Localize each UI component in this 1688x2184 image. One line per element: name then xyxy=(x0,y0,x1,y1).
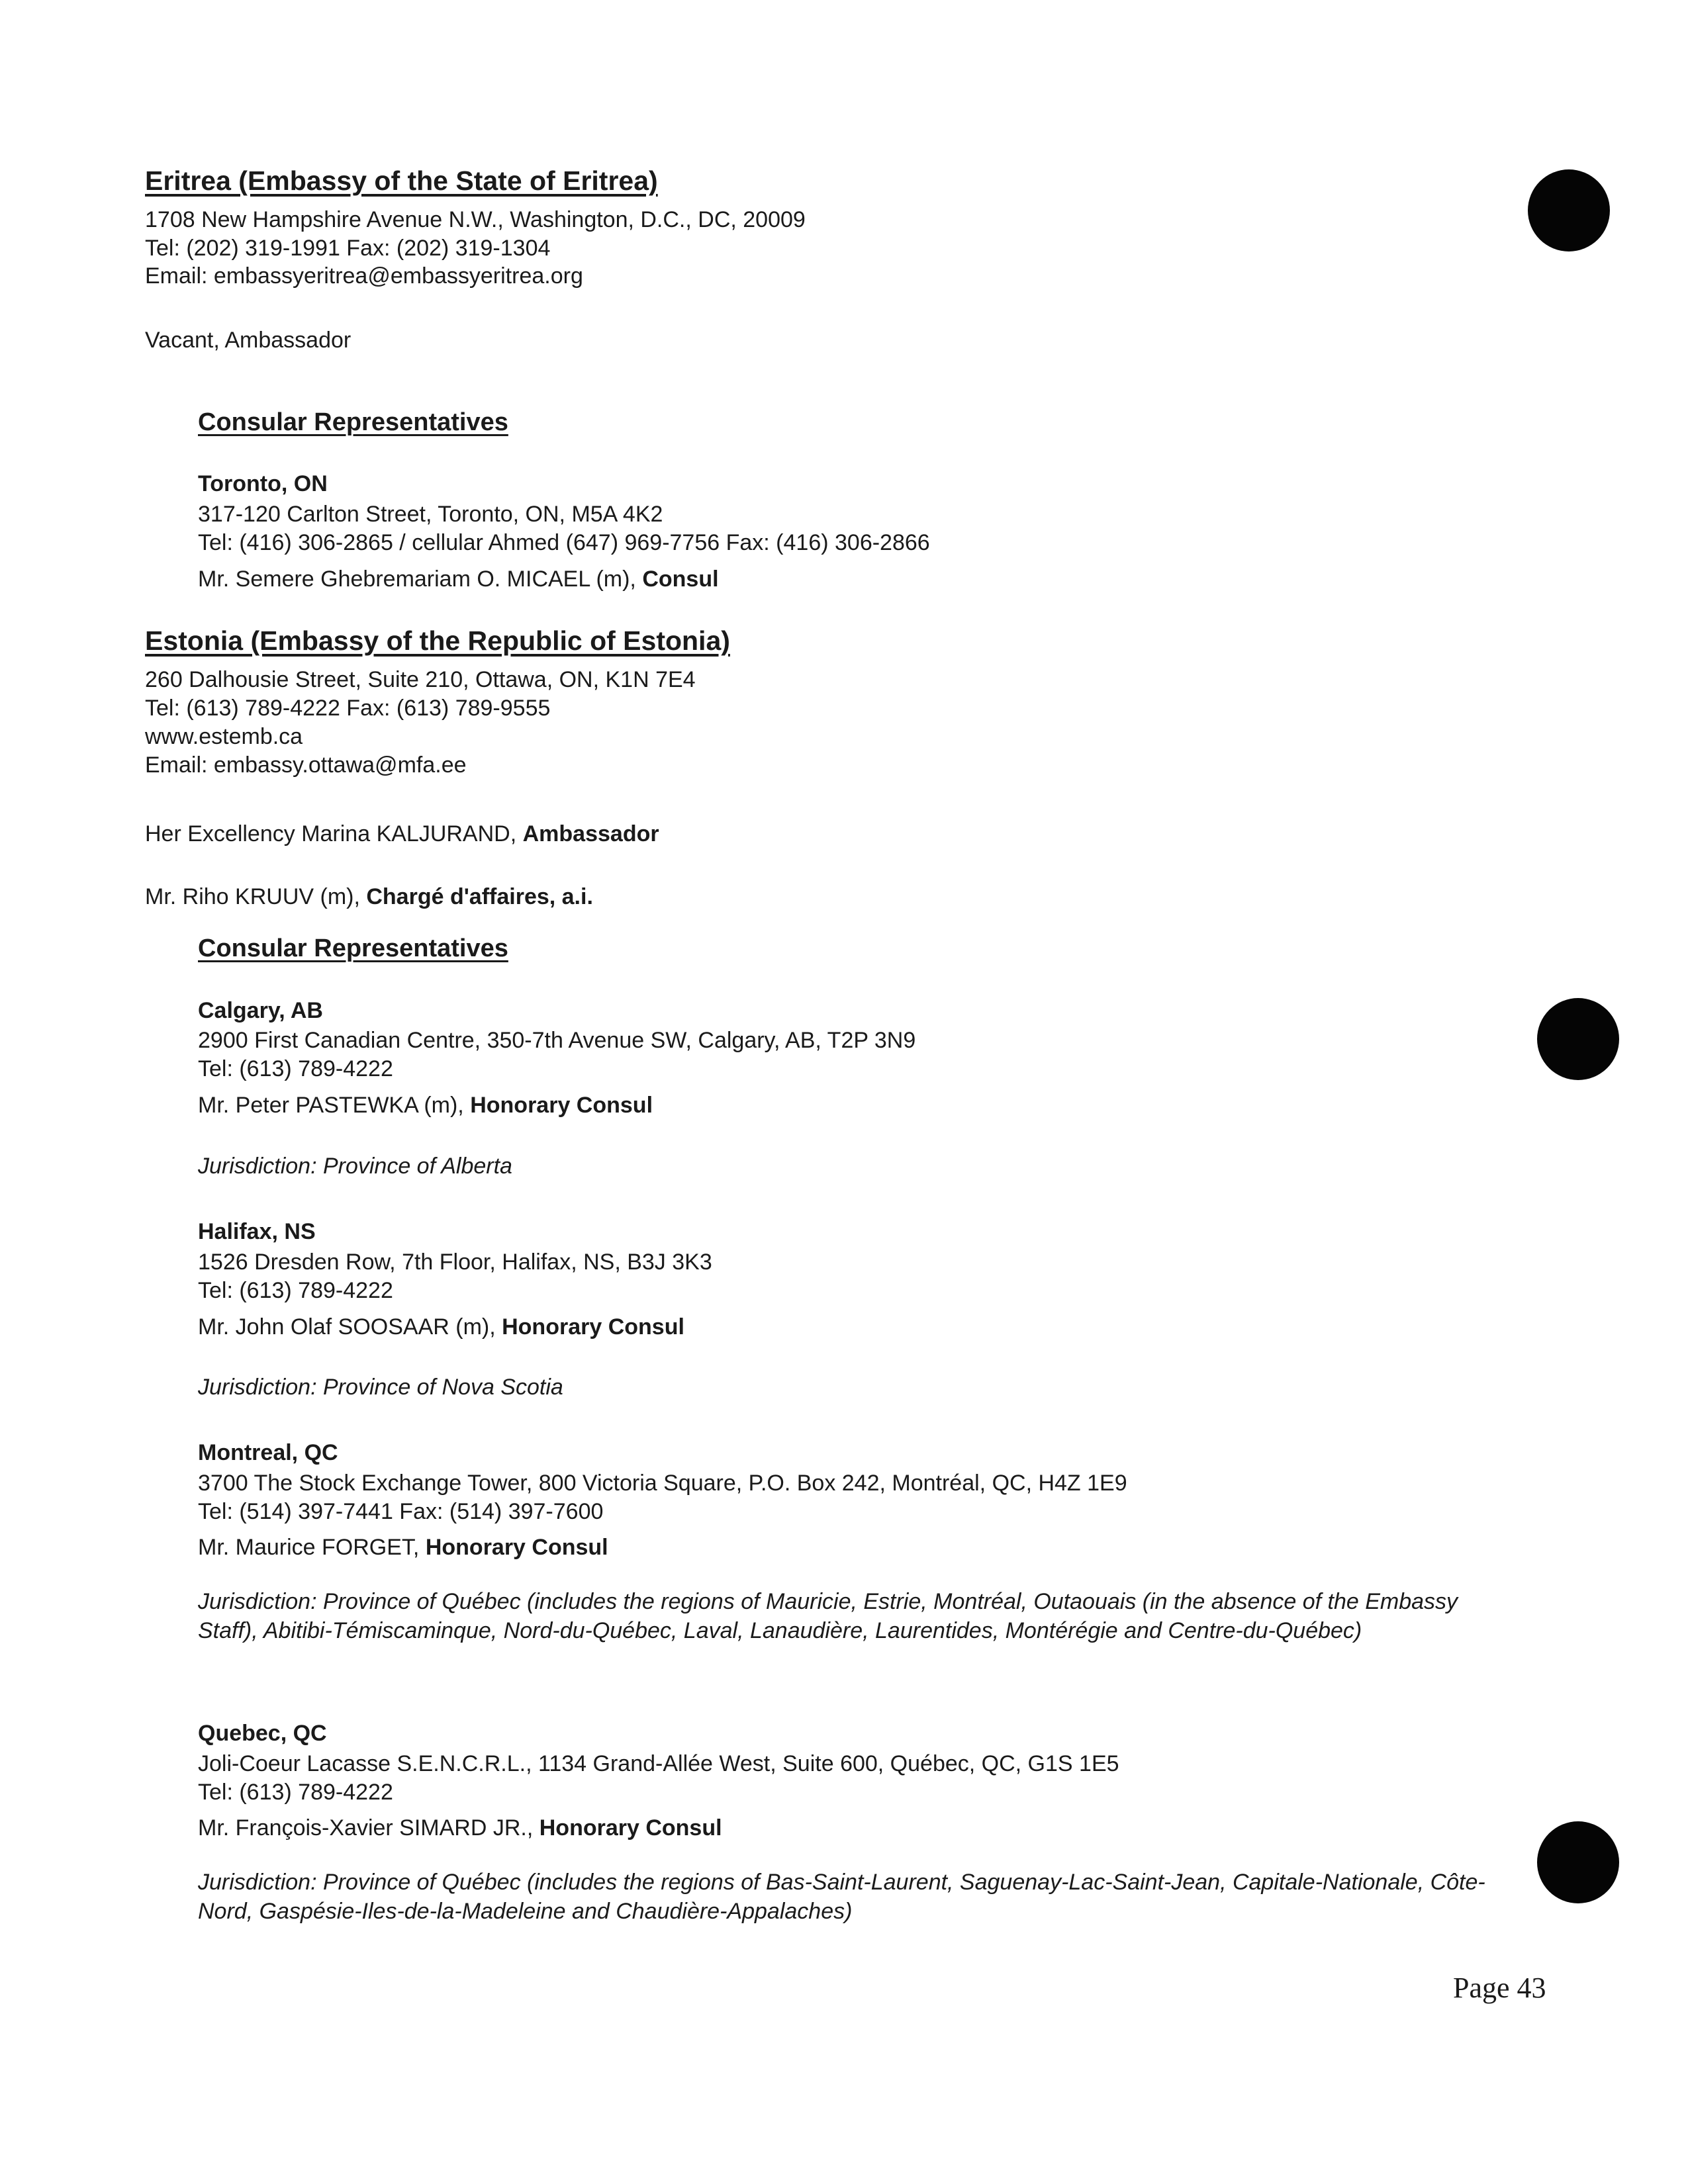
consulate-jurisdiction: Jurisdiction: Province of Alberta xyxy=(198,1154,512,1179)
consul-role: Honorary Consul xyxy=(470,1093,653,1118)
consul-role: Honorary Consul xyxy=(502,1314,684,1340)
consul-line xyxy=(198,1314,684,1340)
consulate-address: 3700 The Stock Exchange Tower, 800 Victoria Square, P.O. Box 242, Montréal, QC, H4Z 1E9 xyxy=(198,1471,1127,1496)
consul-line xyxy=(198,566,719,592)
consulate-jurisdiction: Jurisdiction: Province of Québec (includes the regions of Mauricie, Estrie, Montréal, Outaouais (in the absence of the Embassy Staff), Abitibi-Témiscaminque, Nord-du-Québec, Laval, Lanaudière, Laurentides, Montérégie and Centre-du-Québec) xyxy=(198,1589,1458,1643)
embassy-website: www.estemb.ca xyxy=(145,724,303,749)
embassy-email: Email: embassy.ottawa@mfa.ee xyxy=(145,752,467,778)
charge-line xyxy=(145,884,593,910)
consulate-city: Halifax, NS xyxy=(198,1219,316,1244)
consulate-city: Toronto, ON xyxy=(198,471,328,496)
ambassador-role: Ambassador xyxy=(522,821,659,846)
consul-role: Honorary Consul xyxy=(425,1535,608,1560)
consulate-address: Joli-Coeur Lacasse S.E.N.C.R.L., 1134 Grand-Allée West, Suite 600, Québec, QC, G1S 1E5 xyxy=(198,1751,1119,1776)
embassy-address: 260 Dalhousie Street, Suite 210, Ottawa, ON, K1N 7E4 xyxy=(145,667,696,692)
consulate-address: 317-120 Carlton Street, Toronto, ON, M5A 4K2 xyxy=(198,502,663,527)
embassy-email: Email: embassyeritrea@embassyeritrea.org xyxy=(145,263,583,289)
punch-hole-top xyxy=(1528,169,1610,251)
consul-name: Mr. John Olaf SOOSAAR (m), xyxy=(198,1314,502,1340)
embassy-tel-fax: Tel: (613) 789-4222 Fax: (613) 789-9555 xyxy=(145,696,551,721)
consulate-tel: Tel: (613) 789-4222 xyxy=(198,1780,393,1805)
consul-role: Honorary Consul xyxy=(539,1815,722,1841)
consulate-tel: Tel: (416) 306-2865 / cellular Ahmed (647) 969-7756 Fax: (416) 306-2866 xyxy=(198,530,930,555)
consul-line xyxy=(198,1092,653,1118)
consulate-jurisdiction: Jurisdiction: Province of Nova Scotia xyxy=(198,1375,563,1400)
embassy-tel-fax: Tel: (202) 319-1991 Fax: (202) 319-1304 xyxy=(145,236,551,261)
consulate-city: Calgary, AB xyxy=(198,998,323,1023)
punch-hole-bottom xyxy=(1537,1821,1619,1903)
consul-line xyxy=(198,1815,722,1841)
consulate-city: Montreal, QC xyxy=(198,1440,338,1465)
consul-name: Mr. François-Xavier SIMARD JR., xyxy=(198,1815,539,1841)
consul-line xyxy=(198,1534,608,1561)
consulate-tel: Tel: (613) 789-4222 xyxy=(198,1056,393,1081)
page-number: Page 43 xyxy=(1453,1972,1546,2004)
consulate-address: 2900 First Canadian Centre, 350-7th Avenue SW, Calgary, AB, T2P 3N9 xyxy=(198,1028,916,1053)
consul-name: Mr. Maurice FORGET, xyxy=(198,1535,426,1560)
consular-heading: Consular Representatives xyxy=(198,408,508,436)
consulate-city: Quebec, QC xyxy=(198,1721,327,1746)
ambassador-name: Her Excellency Marina KALJURAND, xyxy=(145,821,523,846)
charge-name: Mr. Riho KRUUV (m), xyxy=(145,884,367,909)
embassy-address: 1708 New Hampshire Avenue N.W., Washington, D.C., DC, 20009 xyxy=(145,207,806,232)
charge-role: Chargé d'affaires, a.i. xyxy=(366,884,593,909)
punch-hole-middle xyxy=(1537,998,1619,1080)
consulate-jurisdiction: Jurisdiction: Province of Québec (includes the regions of Bas-Saint-Laurent, Saguenay-Lac-Saint-Jean, Capitale-Nationale, Côte-Nord, Gaspésie-Iles-de-la-Madeleine and Chaudière-Appalaches) xyxy=(198,1870,1485,1924)
country-title-eritrea: Eritrea (Embassy of the State of Eritrea) xyxy=(145,165,658,196)
country-title-estonia: Estonia (Embassy of the Republic of Estonia) xyxy=(145,625,730,656)
consulate-tel: Tel: (514) 397-7441 Fax: (514) 397-7600 xyxy=(198,1499,604,1524)
consulate-tel: Tel: (613) 789-4222 xyxy=(198,1278,393,1303)
consular-heading: Consular Representatives xyxy=(198,934,508,962)
consul-name: Mr. Peter PASTEWKA (m), xyxy=(198,1093,471,1118)
consul-name: Mr. Semere Ghebremariam O. MICAEL (m), xyxy=(198,567,643,592)
consul-role: Consul xyxy=(642,567,719,592)
ambassador-line: Vacant, Ambassador xyxy=(145,328,352,353)
consulate-address: 1526 Dresden Row, 7th Floor, Halifax, NS, B3J 3K3 xyxy=(198,1250,712,1275)
ambassador-line xyxy=(145,821,659,847)
